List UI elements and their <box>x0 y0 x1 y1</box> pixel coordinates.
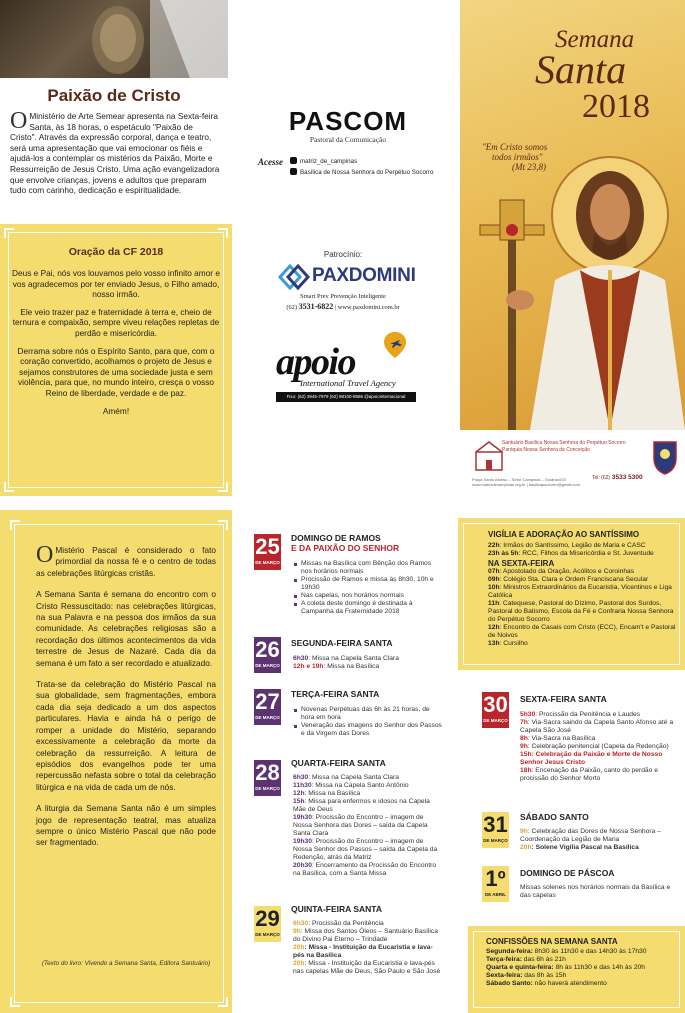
cover-quote-line: todos irmãos" <box>492 152 543 162</box>
date-box-25 <box>254 534 281 570</box>
date-number: 25 <box>255 534 280 559</box>
instagram-handle: matriz_de_campinas <box>300 158 358 165</box>
list-item: 20h: Missa - Instituição da Eucaristia e lava-pés na Basílica <box>293 944 433 959</box>
list-item: 8h: Via-Sacra na Basílica <box>520 735 596 742</box>
date-box-27 <box>254 689 281 725</box>
date-number: 31 <box>483 812 508 837</box>
list-item: 12h: Encontro de Casais com Cristo (ECC), Encam't e Pastoral de Noivos <box>488 624 676 639</box>
acesse-label: Acesse <box>258 157 283 167</box>
list-item: 12h: Missa na Basílica <box>293 790 361 797</box>
day-title: DOMINGO DE RAMOS <box>291 533 381 543</box>
date-number: 29 <box>255 906 280 931</box>
list-item: 20h30: Encerramento da Procissão do Encontro na Basílica, com a Santa Missa <box>293 862 437 877</box>
list-item: 07h: Apostolado da Oração, Acólitos e Coroinhas <box>488 568 635 575</box>
date-month: DE ABRIL <box>484 892 507 897</box>
paixao-text <box>10 108 220 196</box>
day-title-25 <box>291 533 399 553</box>
oracao-title: Oração da CF 2018 <box>68 246 164 258</box>
day-subtitle: E DA PAIXÃO DO SENHOR <box>291 543 400 553</box>
day-items-25 <box>293 560 443 616</box>
coat-of-arms-icon <box>650 436 680 476</box>
oracao-paragraph: Ele veio trazer paz e fraternidade à terra e, cheio de ternura e compaixão, sempre viveu relações repletas de perdão e misericórdia. <box>12 306 220 338</box>
list-item: 5h30: Procissão da Penitência e Laudes <box>520 711 641 718</box>
list-item: Novenas Perpétuas das 6h às 21 horas, de hora em hora <box>293 706 443 722</box>
facebook-icon <box>290 168 297 175</box>
date-month: DE MARÇO <box>483 718 508 723</box>
apoio-contact: Fixo: (62) 3945-7979 (62) 98100-8586 @apoiointernacional <box>276 392 416 402</box>
misterio-paragraph: Mistério Pascal é considerado o fato primordial da nossa fé e o centro de todas as celebrações litúrgicas cristãs. <box>36 545 216 578</box>
date-month: DE MARÇO <box>255 560 280 565</box>
cover-quote-ref: (Mt 23,8) <box>512 162 546 172</box>
facebook-handle: Basílica de Nossa Senhora do Perpétuo Socorro <box>300 169 434 176</box>
date-month: DE MARÇO <box>483 838 508 843</box>
list-item: 19h30: Procissão do Encontro – imagem de Nossa Senhora das Dores – saída da Capela Santa Clara <box>293 814 428 837</box>
list-item: Quarta e quinta-feira: 8h às 11h30 e das 14h às 20h <box>486 964 645 971</box>
list-item: 22h: Irmãos do Santíssimo, Legião de Maria e CASC <box>488 542 646 549</box>
list-item: 10h: Ministros Extraordinários da Eucaristia, Vicentinos e Liga Católica <box>488 584 672 599</box>
christ-statue-photo <box>0 0 228 78</box>
pascom-logo <box>268 106 428 144</box>
day-title-1: DOMINGO DE PÁSCOA <box>520 868 615 878</box>
address-line: Praça Santo Afonso – Setor Campinas – Goiânia/GO <box>472 477 567 482</box>
date-number: 27 <box>255 689 280 714</box>
date-month: DE MARÇO <box>255 932 280 937</box>
apoio-name: apoio <box>276 341 356 383</box>
date-month: DE MARÇO <box>255 663 280 668</box>
date-number: 1º <box>485 866 506 891</box>
oracao-amen: Amém! <box>102 405 130 416</box>
cover-quote <box>482 142 547 172</box>
facebook-link[interactable] <box>290 168 433 176</box>
misterio-paragraph: Trata-se da celebração do Mistério Pascal na sua globalidade, sem fragmentações, embora cada dia seja dedicado a um dos aspectos particulares. Havia e ainda há o perigo de romper a unidade do Mistério, separando excessivamente a celebração da morte da celebração da ressurreição. A leitura de episódios dos evangelhos pode ter uma repercussão nefasta sobre o total da celebração litúrgica e na vida de cada um de nós. <box>36 679 216 792</box>
day-title-30: SEXTA-FEIRA SANTA <box>520 694 607 704</box>
oracao-text <box>10 268 222 423</box>
oracao-paragraph: Deus e Pai, nós vos louvamos pelo vosso infinito amor e vos agradecemos por ter enviado Jesus, o Filho amado, nosso irmão. <box>12 268 220 300</box>
list-item: 19h30: Procissão do Encontro – imagem de Nossa Senhor dos Passos – saída da Capela da Redenção, atrás da Matriz <box>293 838 438 861</box>
list-item: 20h: Solene Vigília Pascal na Basílica <box>520 844 639 851</box>
list-item: 09h: Colégio Sta. Clara e Ordem Franciscana Secular <box>488 576 649 583</box>
misterio-dropcap: O <box>36 542 54 568</box>
confissoes-list <box>486 948 681 988</box>
apoio-tagline: International Travel Agency <box>300 378 396 388</box>
list-item: 9h: Celebração penitencial (Capela da Redenção) <box>520 743 669 750</box>
date-box-29 <box>254 906 281 942</box>
date-box-1 <box>482 866 509 902</box>
paxdomini-phone-prefix: (62) <box>286 304 297 311</box>
misterio-text <box>36 542 216 859</box>
date-box-26 <box>254 637 281 673</box>
list-item: 7h: Via-Sacra saindo da Capela Santo Afonso até a Capela São José <box>520 719 674 734</box>
paxdomini-name: PAXDOMINI <box>312 265 416 286</box>
paixao-body: Ministério de Arte Semear apresenta na Sexta-feira Santa, às 18 horas, o espetáculo "Paixão de Cristo". Através da expressão corporal, dança e teatro, será uma apresentação que vai emocionar os fiéis e ajudá-los a contemplar os mistérios da Paixão, Morte e Ressurreição de Jesus Cristo. Uma ação evangelizadora que envolve crianças, jovens e adultos que preparam tudo com carinho, dedicação e espiritualidade. <box>10 111 220 196</box>
paxdomini-phone: 3531-6822 <box>298 302 334 311</box>
misterio-source: (Texto do livro: Vivendo a Semana Santa, Editora Santuário) <box>41 960 211 967</box>
paxdomini-site[interactable]: www.paxdomini.com.br <box>337 304 400 311</box>
list-item: 9h: Celebração das Dores de Nossa Senhora – Coordenação da Legião de Maria <box>520 828 661 843</box>
santuario-name: Santuário Basílica Nossa Senhora do Perpétuo Socorro <box>502 440 626 446</box>
list-item: 11h: Catequese, Pastoral do Dízimo, Pastoral dos Surdos, Pastoral do Batismo, Escola da Fé e Confraria Nossa Senhora do Perpétuo Socorro <box>488 600 674 623</box>
vigilia-list <box>488 542 678 648</box>
paxdomini-contact: (62) 3531-6822 | www.paxdomini.com.br <box>286 302 400 311</box>
day-title-26: SEGUNDA-FEIRA SANTA <box>291 638 393 648</box>
plane-pin-icon <box>380 330 410 360</box>
cover-title-santa: Santa <box>535 47 627 92</box>
day-title-31: SÁBADO SANTO <box>520 812 589 822</box>
santuario-address <box>472 477 580 487</box>
phone-label: Tel: (62) <box>592 475 611 481</box>
list-item: Segunda-feira: 8h30 às 11h30 e das 14h30 às 17h30 <box>486 948 647 955</box>
misterio-paragraph: A liturgia da Semana Santa não é um simples jogo de representação teatral, mas atualiza sempre o único Mistério Pascal que não pode ser fragmentado. <box>36 803 216 848</box>
date-number: 28 <box>255 760 280 785</box>
list-item: 18h: Encenação da Paixão, canto do perdão e procissão do Senhor Morto <box>520 767 658 782</box>
cover-quote-line: "Em Cristo somos <box>482 142 548 152</box>
instagram-icon <box>290 157 297 164</box>
misterio-paragraph: A Semana Santa é semana do encontro com o Cristo Ressuscitado: nas celebrações litúrgicas, na sua Palavra e na pessoa dos irmãos da sua comunidade. As celebrações religiosas são a recordação dos últimos acontecimentos da vida terrestre de Jesus de Nazaré. Cada dia da semana é um fato a ser recordado e atualizado. <box>36 589 216 668</box>
list-item: Nas capelas, nos horários normais <box>293 592 443 600</box>
list-item: Sexta-feira: das 8h às 15h <box>486 972 567 979</box>
date-number: 30 <box>483 692 508 717</box>
list-item: 6h30: Procissão da Penitência <box>293 920 384 927</box>
basilica-icon <box>472 438 506 472</box>
list-item: 11h30: Missa na Capela Santo Antônio <box>293 782 409 789</box>
date-box-28 <box>254 760 281 796</box>
list-item: Procissão de Ramos e missa às 8h30, 10h e 19h30 <box>293 576 443 592</box>
list-item: Sábado Santo: não haverá atendimento <box>486 980 607 987</box>
day-title-27: TERÇA-FEIRA SANTA <box>291 689 380 699</box>
paixao-dropcap: O <box>10 108 28 134</box>
day-text-1: Missas solenes nos horários normais da Basílica e das capelas <box>520 884 671 899</box>
cover-year: 2018 <box>582 88 650 125</box>
list-item: Veneração das imagens do Senhor dos Passos e da Virgem das Dores <box>293 722 443 738</box>
vigilia-title: VIGÍLIA E ADORAÇÃO AO SANTÍSSIMO <box>488 530 640 539</box>
list-item: 12h e 19h: Missa na Basílica <box>293 663 380 670</box>
day-items-29 <box>293 920 443 976</box>
day-items-26 <box>293 655 443 671</box>
list-item: 6h30: Missa na Capela Santa Clara <box>293 655 399 662</box>
site-line[interactable]: www.matrizdecampinas.org.br | basilicapsocorro@gmail.com <box>472 482 581 487</box>
date-month: DE MARÇO <box>255 715 280 720</box>
pascom-name: PASCOM <box>288 106 408 136</box>
pascom-subtitle: Pastoral da Comunicação <box>309 135 387 144</box>
instagram-link[interactable] <box>290 157 357 165</box>
cover-title-semana: Semana <box>555 26 635 53</box>
vigilia-subtitle: NA SEXTA-FEIRA <box>488 559 555 568</box>
patrocinio-label: Patrocínio: <box>323 250 363 259</box>
santuario-phone <box>592 474 643 481</box>
day-items-28 <box>293 774 443 878</box>
list-item: 20h: Missa - Instituição da Eucaristia e lava-pés nas capelas Mãe de Deus, São Paulo e São José <box>293 960 441 975</box>
list-item: Missas na Basílica com Bênção dos Ramos nos horários normais <box>293 560 443 576</box>
list-item: 6h30: Missa na Capela Santa Clara <box>293 774 399 781</box>
oracao-paragraph: Derrama sobre nós o Espírito Santo, para que, com o coração convertido, acolhamos o projeto de Jesus e sejamos construtores de uma sociedade justa e sem violência, para que, no mundo inteiro, cresça o vosso Reino de liberdade, verdade e de paz. <box>17 345 215 398</box>
day-title-29: QUINTA-FEIRA SANTA <box>291 904 382 914</box>
paixao-title: Paixão de Cristo <box>47 86 181 105</box>
date-box-30 <box>482 692 509 728</box>
list-item: 15h: Celebração da Paixão e Morte de Nosso Senhor Jesus Cristo <box>520 751 663 766</box>
list-item: Terça-feira: das 6h às 21h <box>486 956 566 963</box>
date-box-31 <box>482 812 509 848</box>
list-item: 9h: Missa dos Santos Óleos – Santuário Basílica do Divino Pai Eterno – Trindade <box>293 928 438 943</box>
paroquia-name: Paróquia Nossa Senhora da Conceição <box>502 447 590 453</box>
day-items-27 <box>293 706 443 738</box>
list-item: 23h às 5h: RCC, Filhos da Misericórdia e St. Juventude <box>488 550 654 557</box>
list-item: 15h: Missa para enfermos e idosos na Capela Mãe de Deus <box>293 798 430 813</box>
phone-number: 3533 5300 <box>611 474 643 481</box>
date-month: DE MARÇO <box>255 786 280 791</box>
list-item: 13h: Cursilho <box>488 640 528 647</box>
paxdomini-tagline: Smart Prev Prevenção Inteligente <box>300 293 386 300</box>
confissoes-title: CONFISSÕES NA SEMANA SANTA <box>486 937 618 946</box>
day-title-28: QUARTA-FEIRA SANTA <box>291 758 386 768</box>
day-items-31 <box>520 828 680 852</box>
day-items-30 <box>520 711 680 783</box>
date-number: 26 <box>255 637 280 662</box>
list-item: A coleta deste domingo é destinada à Campanha da Fraternidade 2018 <box>293 600 443 616</box>
